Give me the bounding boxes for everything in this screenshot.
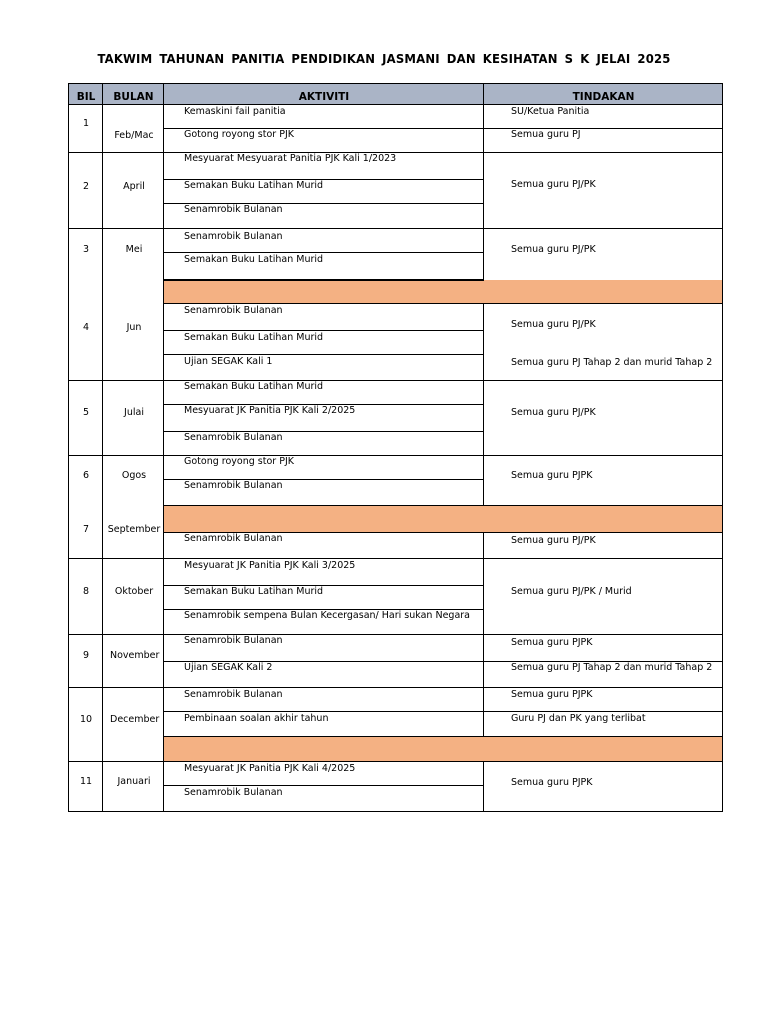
grid-line bbox=[68, 104, 723, 105]
grid-line bbox=[164, 279, 484, 281]
aktiviti-cell: Senamrobik Bulanan bbox=[184, 305, 283, 316]
bulan-cell: Ogos bbox=[121, 470, 147, 481]
bulan-cell: Oktober bbox=[114, 586, 154, 597]
grid-line bbox=[68, 83, 69, 812]
tindakan-cell: Semua guru PJPK bbox=[511, 637, 593, 648]
bil-cell: 4 bbox=[82, 322, 90, 333]
header-bil: BIL bbox=[69, 84, 103, 105]
tindakan-cell: Semua guru PJ/PK / Murid bbox=[511, 586, 632, 597]
bulan-cell: Januari bbox=[117, 776, 151, 787]
grid-line bbox=[68, 83, 723, 84]
grid-line bbox=[68, 455, 723, 456]
grid-line bbox=[483, 83, 484, 280]
grid-line bbox=[164, 736, 723, 737]
grid-line bbox=[164, 354, 484, 355]
bil-cell: 3 bbox=[82, 244, 90, 255]
bil-cell: 8 bbox=[82, 586, 90, 597]
tindakan-cell: Semua guru PJ/PK bbox=[511, 407, 596, 418]
tindakan-cell: Semua guru PJPK bbox=[511, 777, 593, 788]
bulan-cell: Mei bbox=[125, 244, 143, 255]
aktiviti-cell: Semakan Buku Latihan Murid bbox=[184, 254, 324, 265]
grid-line bbox=[102, 83, 103, 812]
aktiviti-cell: Senamrobik Bulanan bbox=[184, 204, 283, 215]
tindakan-cell: Semua guru PJ/PK bbox=[511, 319, 596, 330]
grid-line bbox=[483, 761, 484, 812]
tindakan-cell: Semua guru PJPK bbox=[511, 689, 593, 700]
header-tindakan: TINDAKAN bbox=[484, 84, 723, 105]
tindakan-cell: SU/Ketua Panitia bbox=[511, 106, 590, 117]
tindakan-cell: Semua guru PJ bbox=[511, 129, 581, 140]
grid-line bbox=[68, 687, 723, 688]
header-bulan: BULAN bbox=[103, 84, 164, 105]
aktiviti-cell: Ujian SEGAK Kali 1 bbox=[184, 356, 273, 367]
tindakan-cell: Guru PJ dan PK yang terlibat bbox=[511, 713, 646, 724]
aktiviti-cell: Senamrobik Bulanan bbox=[184, 787, 283, 798]
tindakan-cell: Semua guru PJ/PK bbox=[511, 179, 596, 190]
aktiviti-cell: Kemaskini fail panitia bbox=[184, 106, 286, 117]
grid-line bbox=[164, 609, 484, 610]
tindakan-cell: Semua guru PJ Tahap 2 dan murid Tahap 2 bbox=[511, 357, 713, 368]
grid-line bbox=[164, 252, 484, 253]
highlight-band bbox=[164, 736, 723, 761]
aktiviti-cell: Semakan Buku Latihan Murid bbox=[184, 180, 324, 191]
grid-line bbox=[164, 330, 484, 331]
highlight-band bbox=[164, 506, 723, 532]
header-aktiviti: AKTIVITI bbox=[164, 84, 484, 105]
grid-line bbox=[68, 634, 723, 635]
grid-line bbox=[164, 431, 484, 432]
aktiviti-cell: Gotong royong stor PJK bbox=[184, 456, 294, 467]
grid-line bbox=[164, 404, 484, 405]
bil-cell: 10 bbox=[79, 714, 93, 725]
bil-cell: 5 bbox=[82, 407, 90, 418]
aktiviti-cell: Senamrobik Bulanan bbox=[184, 480, 283, 491]
tindakan-cell: Semua guru PJ Tahap 2 dan murid Tahap 2 bbox=[511, 662, 713, 673]
grid-line bbox=[68, 380, 723, 381]
highlight-band bbox=[164, 280, 723, 303]
bulan-cell: Feb/Mac bbox=[114, 130, 154, 141]
bil-cell: 6 bbox=[82, 470, 90, 481]
aktiviti-cell: Mesyuarat JK Panitia PJK Kali 4/2025 bbox=[184, 763, 356, 774]
tindakan-cell: Semua guru PJ/PK bbox=[511, 535, 596, 546]
grid-line bbox=[722, 83, 723, 812]
aktiviti-cell: Senamrobik Bulanan bbox=[184, 432, 283, 443]
grid-line bbox=[68, 811, 723, 812]
grid-line bbox=[68, 761, 723, 762]
grid-line bbox=[163, 83, 164, 812]
grid-line bbox=[164, 585, 484, 586]
bulan-cell: December bbox=[110, 714, 160, 725]
aktiviti-cell: Senamrobik Bulanan bbox=[184, 231, 283, 242]
grid-line bbox=[68, 558, 723, 559]
bulan-cell: April bbox=[123, 181, 145, 192]
grid-line bbox=[164, 128, 723, 129]
bulan-cell: September bbox=[107, 524, 161, 535]
aktiviti-cell: Pembinaan soalan akhir tahun bbox=[184, 713, 329, 724]
grid-line bbox=[164, 303, 723, 304]
bil-cell: 1 bbox=[82, 118, 90, 129]
aktiviti-cell: Gotong royong stor PJK bbox=[184, 129, 294, 140]
grid-line bbox=[68, 228, 723, 229]
document-title: TAKWIM TAHUNAN PANITIA PENDIDIKAN JASMANI DAN KESIHATAN S K JELAI 2025 bbox=[97, 51, 671, 66]
aktiviti-cell: Semakan Buku Latihan Murid bbox=[184, 586, 324, 597]
aktiviti-cell: Senamrobik Bulanan bbox=[184, 689, 283, 700]
tindakan-cell: Semua guru PJ/PK bbox=[511, 244, 596, 255]
grid-line bbox=[164, 179, 484, 180]
tindakan-cell: Semua guru PJPK bbox=[511, 470, 593, 481]
grid-line bbox=[68, 152, 723, 153]
aktiviti-cell: Mesyuarat JK Panitia PJK Kali 3/2025 bbox=[184, 560, 356, 571]
bil-cell: 7 bbox=[82, 524, 90, 535]
grid-line bbox=[164, 203, 484, 204]
bulan-cell: Jun bbox=[126, 322, 142, 333]
aktiviti-cell: Senamrobik sempena Bulan Kecergasan/ Hari sukan Negara bbox=[184, 610, 470, 621]
aktiviti-cell: Senamrobik Bulanan bbox=[184, 635, 283, 646]
grid-line bbox=[164, 479, 484, 480]
aktiviti-cell: Senamrobik Bulanan bbox=[184, 533, 283, 544]
aktiviti-cell: Mesyuarat Mesyuarat Panitia PJK Kali 1/2023 bbox=[184, 153, 397, 164]
grid-line bbox=[164, 785, 484, 786]
aktiviti-cell: Ujian SEGAK Kali 2 bbox=[184, 662, 273, 673]
grid-line bbox=[164, 661, 723, 662]
grid-line bbox=[164, 532, 723, 533]
aktiviti-cell: Semakan Buku Latihan Murid bbox=[184, 381, 324, 392]
grid-line bbox=[164, 505, 723, 506]
bulan-cell: November bbox=[110, 650, 160, 661]
bulan-cell: Julai bbox=[124, 407, 144, 418]
bil-cell: 2 bbox=[82, 181, 90, 192]
aktiviti-cell: Mesyuarat JK Panitia PJK Kali 2/2025 bbox=[184, 405, 356, 416]
aktiviti-cell: Semakan Buku Latihan Murid bbox=[184, 332, 324, 343]
bil-cell: 9 bbox=[82, 650, 90, 661]
bil-cell: 11 bbox=[79, 776, 93, 787]
grid-line bbox=[164, 711, 723, 712]
